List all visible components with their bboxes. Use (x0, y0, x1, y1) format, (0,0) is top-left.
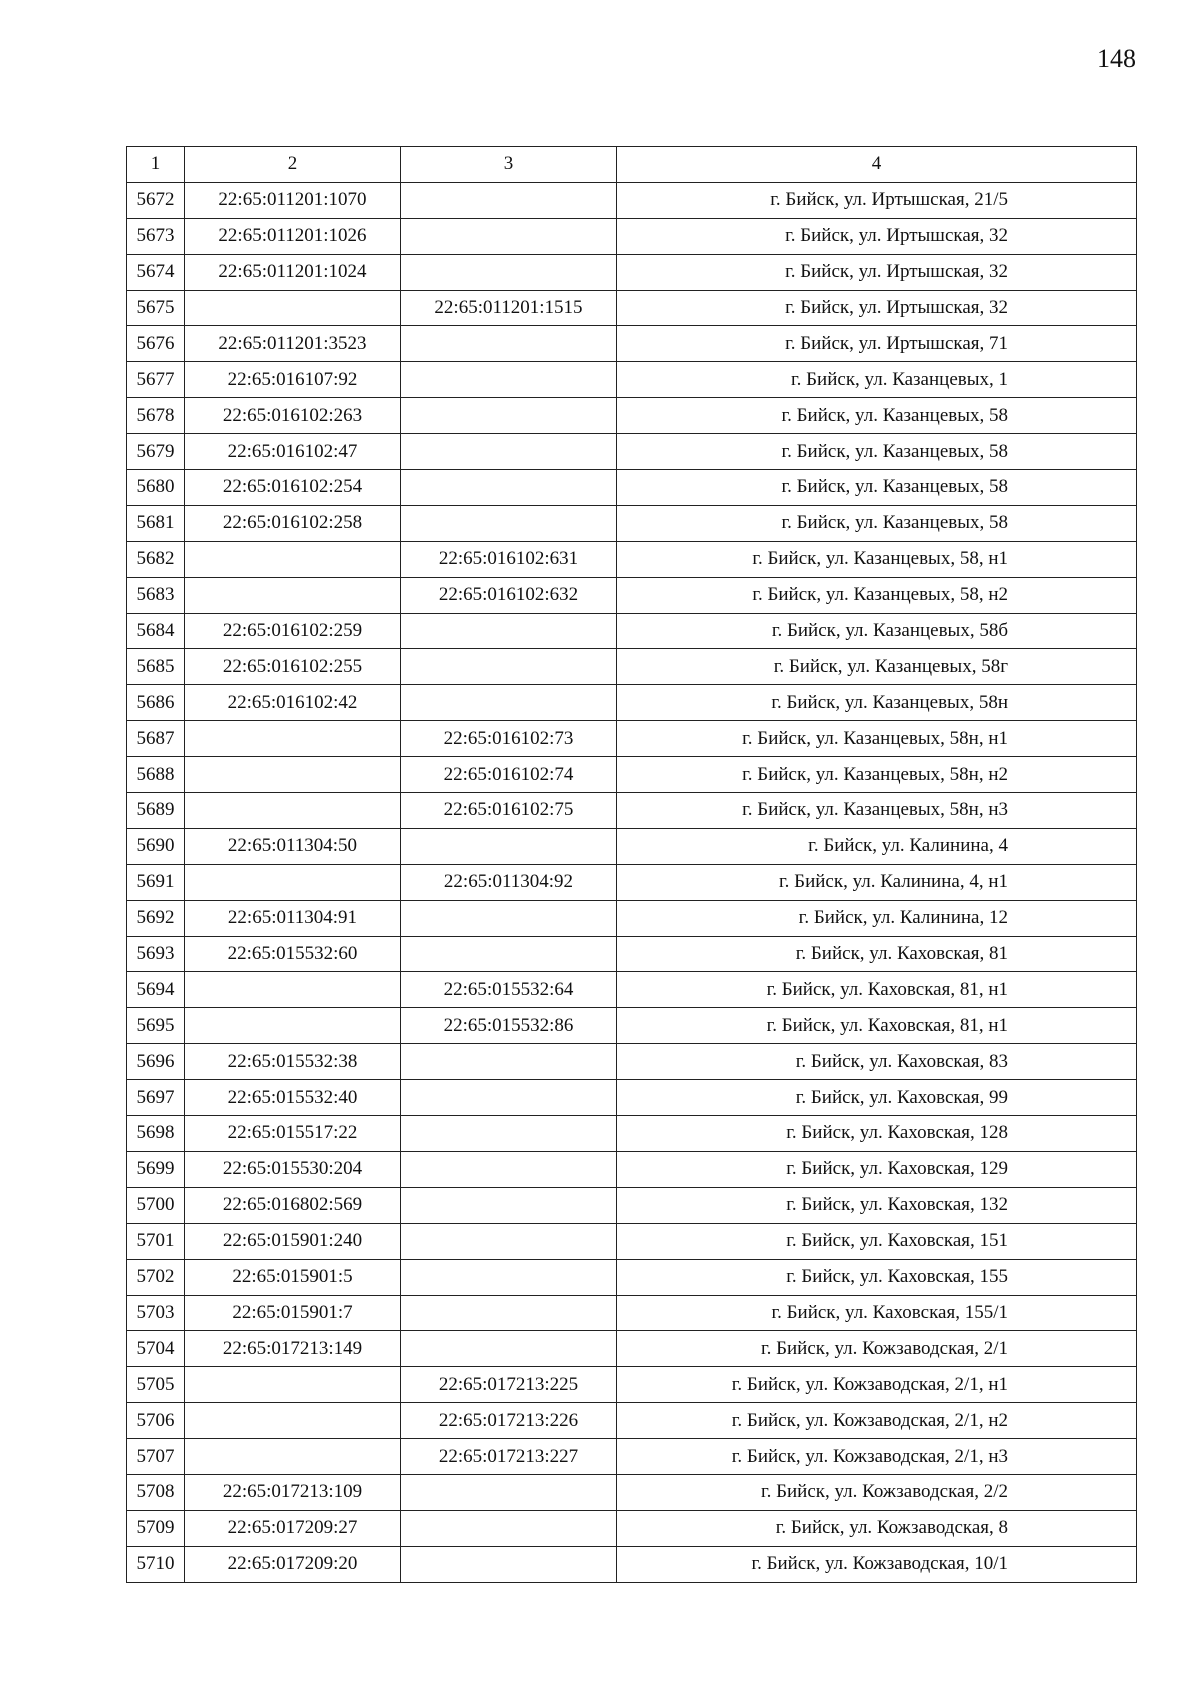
row-number-cell: 5689 (127, 793, 185, 829)
linked-cadastral-number-cell (401, 254, 617, 290)
table-row (127, 326, 1137, 362)
row-number-cell: 5703 (127, 1295, 185, 1331)
table-row (127, 1331, 1137, 1367)
linked-cadastral-number-cell: 22:65:011201:1515 (401, 290, 617, 326)
linked-cadastral-number-cell (401, 434, 617, 470)
header-col-1: 1 (127, 147, 185, 183)
cadastral-number-cell: 22:65:017209:20 (185, 1546, 401, 1582)
address-cell: г. Бийск, ул. Казанцевых, 58б (617, 613, 1137, 649)
linked-cadastral-number-cell (401, 1080, 617, 1116)
row-number-cell: 5701 (127, 1223, 185, 1259)
cadastral-number-cell: 22:65:017209:27 (185, 1510, 401, 1546)
row-number-cell: 5673 (127, 218, 185, 254)
row-number-cell: 5700 (127, 1187, 185, 1223)
row-number-cell: 5693 (127, 936, 185, 972)
cadastral-number-cell: 22:65:017213:109 (185, 1474, 401, 1510)
table-row (127, 1439, 1137, 1475)
address-cell: г. Бийск, ул. Каховская, 81, н1 (617, 972, 1137, 1008)
table-row (127, 577, 1137, 613)
header-col-3: 3 (401, 147, 617, 183)
address-cell: г. Бийск, ул. Казанцевых, 58н, н2 (617, 757, 1137, 793)
cadastral-number-cell (185, 290, 401, 326)
address-cell: г. Бийск, ул. Иртышская, 32 (617, 290, 1137, 326)
address-cell: г. Бийск, ул. Иртышская, 71 (617, 326, 1137, 362)
row-number-cell: 5679 (127, 434, 185, 470)
cadastral-number-cell (185, 757, 401, 793)
address-cell: г. Бийск, ул. Кожзаводская, 2/1, н2 (617, 1403, 1137, 1439)
cadastral-number-cell: 22:65:011304:50 (185, 828, 401, 864)
cadastral-number-cell: 22:65:011201:1070 (185, 182, 401, 218)
address-cell: г. Бийск, ул. Каховская, 81 (617, 936, 1137, 972)
table-row (127, 541, 1137, 577)
cadastral-number-cell: 22:65:016102:254 (185, 470, 401, 506)
table-row (127, 793, 1137, 829)
linked-cadastral-number-cell (401, 1259, 617, 1295)
table-row (127, 1223, 1137, 1259)
table-header (127, 147, 1137, 183)
linked-cadastral-number-cell: 22:65:016102:74 (401, 757, 617, 793)
address-cell: г. Бийск, ул. Казанцевых, 58 (617, 470, 1137, 506)
row-number-cell: 5688 (127, 757, 185, 793)
row-number-cell: 5710 (127, 1546, 185, 1582)
table-row (127, 362, 1137, 398)
cadastral-number-cell (185, 1367, 401, 1403)
table-row (127, 1367, 1137, 1403)
cadastral-number-cell (185, 864, 401, 900)
table-row (127, 398, 1137, 434)
linked-cadastral-number-cell (401, 1044, 617, 1080)
cadastral-number-cell (185, 577, 401, 613)
table-row (127, 505, 1137, 541)
cadastral-number-cell: 22:65:015532:60 (185, 936, 401, 972)
row-number-cell: 5681 (127, 505, 185, 541)
linked-cadastral-number-cell: 22:65:016102:631 (401, 541, 617, 577)
table-row (127, 900, 1137, 936)
table-row (127, 1546, 1137, 1582)
table-row (127, 1259, 1137, 1295)
linked-cadastral-number-cell (401, 182, 617, 218)
linked-cadastral-number-cell: 22:65:011304:92 (401, 864, 617, 900)
linked-cadastral-number-cell (401, 900, 617, 936)
cadastral-number-cell: 22:65:015901:7 (185, 1295, 401, 1331)
cadastral-number-cell: 22:65:011201:1024 (185, 254, 401, 290)
table-row (127, 182, 1137, 218)
row-number-cell: 5677 (127, 362, 185, 398)
row-number-cell: 5708 (127, 1474, 185, 1510)
linked-cadastral-number-cell (401, 685, 617, 721)
row-number-cell: 5699 (127, 1151, 185, 1187)
row-number-cell: 5672 (127, 182, 185, 218)
table-row (127, 1044, 1137, 1080)
row-number-cell: 5684 (127, 613, 185, 649)
table-row (127, 254, 1137, 290)
table-row (127, 1187, 1137, 1223)
row-number-cell: 5691 (127, 864, 185, 900)
row-number-cell: 5675 (127, 290, 185, 326)
address-cell: г. Бийск, ул. Кожзаводская, 2/2 (617, 1474, 1137, 1510)
header-col-2: 2 (185, 147, 401, 183)
address-cell: г. Бийск, ул. Казанцевых, 58 (617, 505, 1137, 541)
table-container (126, 146, 1136, 1583)
address-cell: г. Бийск, ул. Казанцевых, 1 (617, 362, 1137, 398)
cadastral-number-cell: 22:65:015901:240 (185, 1223, 401, 1259)
row-number-cell: 5692 (127, 900, 185, 936)
table-row (127, 218, 1137, 254)
address-cell: г. Бийск, ул. Каховская, 155 (617, 1259, 1137, 1295)
cadastral-number-cell: 22:65:016102:255 (185, 649, 401, 685)
row-number-cell: 5680 (127, 470, 185, 506)
cadastral-number-cell: 22:65:015901:5 (185, 1259, 401, 1295)
table-row (127, 828, 1137, 864)
cadastral-number-cell: 22:65:016802:569 (185, 1187, 401, 1223)
address-cell: г. Бийск, ул. Каховская, 132 (617, 1187, 1137, 1223)
linked-cadastral-number-cell: 22:65:016102:73 (401, 721, 617, 757)
cadastral-number-cell: 22:65:016102:47 (185, 434, 401, 470)
row-number-cell: 5678 (127, 398, 185, 434)
linked-cadastral-number-cell (401, 398, 617, 434)
linked-cadastral-number-cell (401, 1295, 617, 1331)
row-number-cell: 5690 (127, 828, 185, 864)
cadastral-number-cell: 22:65:011201:1026 (185, 218, 401, 254)
row-number-cell: 5706 (127, 1403, 185, 1439)
linked-cadastral-number-cell (401, 1331, 617, 1367)
linked-cadastral-number-cell (401, 1546, 617, 1582)
row-number-cell: 5707 (127, 1439, 185, 1475)
cadastral-number-cell: 22:65:017213:149 (185, 1331, 401, 1367)
cadastral-number-cell: 22:65:016102:258 (185, 505, 401, 541)
address-cell: г. Бийск, ул. Казанцевых, 58н, н1 (617, 721, 1137, 757)
cadastral-number-cell (185, 1403, 401, 1439)
table-row (127, 972, 1137, 1008)
address-cell: г. Бийск, ул. Каховская, 128 (617, 1116, 1137, 1152)
address-cell: г. Бийск, ул. Кожзаводская, 2/1 (617, 1331, 1137, 1367)
address-cell: г. Бийск, ул. Казанцевых, 58н (617, 685, 1137, 721)
row-number-cell: 5674 (127, 254, 185, 290)
table-row (127, 685, 1137, 721)
address-cell: г. Бийск, ул. Калинина, 4 (617, 828, 1137, 864)
data-table (126, 146, 1137, 1583)
table-row (127, 1008, 1137, 1044)
cadastral-number-cell: 22:65:015532:38 (185, 1044, 401, 1080)
address-cell: г. Бийск, ул. Казанцевых, 58 (617, 434, 1137, 470)
table-row (127, 613, 1137, 649)
linked-cadastral-number-cell (401, 1151, 617, 1187)
table-row (127, 434, 1137, 470)
linked-cadastral-number-cell: 22:65:016102:75 (401, 793, 617, 829)
address-cell: г. Бийск, ул. Кожзаводская, 2/1, н1 (617, 1367, 1137, 1403)
cadastral-number-cell: 22:65:016102:259 (185, 613, 401, 649)
row-number-cell: 5686 (127, 685, 185, 721)
cadastral-number-cell (185, 793, 401, 829)
linked-cadastral-number-cell (401, 1474, 617, 1510)
cadastral-number-cell: 22:65:015532:40 (185, 1080, 401, 1116)
address-cell: г. Бийск, ул. Иртышская, 32 (617, 254, 1137, 290)
table-row (127, 649, 1137, 685)
address-cell: г. Бийск, ул. Казанцевых, 58, н2 (617, 577, 1137, 613)
address-cell: г. Бийск, ул. Каховская, 151 (617, 1223, 1137, 1259)
linked-cadastral-number-cell (401, 828, 617, 864)
linked-cadastral-number-cell (401, 1510, 617, 1546)
table-row (127, 721, 1137, 757)
linked-cadastral-number-cell: 22:65:015532:86 (401, 1008, 617, 1044)
row-number-cell: 5685 (127, 649, 185, 685)
cadastral-number-cell (185, 721, 401, 757)
row-number-cell: 5687 (127, 721, 185, 757)
table-row (127, 1403, 1137, 1439)
row-number-cell: 5709 (127, 1510, 185, 1546)
table-row (127, 1295, 1137, 1331)
cadastral-number-cell: 22:65:015530:204 (185, 1151, 401, 1187)
address-cell: г. Бийск, ул. Каховская, 129 (617, 1151, 1137, 1187)
page-number: 148 (1097, 44, 1136, 73)
table-row (127, 1510, 1137, 1546)
address-cell: г. Бийск, ул. Иртышская, 32 (617, 218, 1137, 254)
row-number-cell: 5697 (127, 1080, 185, 1116)
linked-cadastral-number-cell (401, 649, 617, 685)
cadastral-number-cell: 22:65:016107:92 (185, 362, 401, 398)
row-number-cell: 5705 (127, 1367, 185, 1403)
cadastral-number-cell: 22:65:016102:42 (185, 685, 401, 721)
address-cell: г. Бийск, ул. Калинина, 12 (617, 900, 1137, 936)
address-cell: г. Бийск, ул. Кожзаводская, 10/1 (617, 1546, 1137, 1582)
table-row (127, 290, 1137, 326)
address-cell: г. Бийск, ул. Каховская, 155/1 (617, 1295, 1137, 1331)
linked-cadastral-number-cell (401, 936, 617, 972)
row-number-cell: 5676 (127, 326, 185, 362)
linked-cadastral-number-cell (401, 1223, 617, 1259)
address-cell: г. Бийск, ул. Казанцевых, 58н, н3 (617, 793, 1137, 829)
linked-cadastral-number-cell: 22:65:017213:225 (401, 1367, 617, 1403)
table-row (127, 1116, 1137, 1152)
linked-cadastral-number-cell (401, 505, 617, 541)
linked-cadastral-number-cell (401, 218, 617, 254)
row-number-cell: 5696 (127, 1044, 185, 1080)
table-row (127, 1151, 1137, 1187)
table-body (127, 182, 1137, 1582)
header-row (127, 147, 1137, 183)
row-number-cell: 5682 (127, 541, 185, 577)
address-cell: г. Бийск, ул. Кожзаводская, 8 (617, 1510, 1137, 1546)
address-cell: г. Бийск, ул. Каховская, 83 (617, 1044, 1137, 1080)
table-row (127, 864, 1137, 900)
linked-cadastral-number-cell: 22:65:017213:227 (401, 1439, 617, 1475)
linked-cadastral-number-cell (401, 470, 617, 506)
cadastral-number-cell: 22:65:011201:3523 (185, 326, 401, 362)
linked-cadastral-number-cell: 22:65:015532:64 (401, 972, 617, 1008)
table-row (127, 1474, 1137, 1510)
row-number-cell: 5694 (127, 972, 185, 1008)
cadastral-number-cell (185, 541, 401, 577)
linked-cadastral-number-cell (401, 1187, 617, 1223)
address-cell: г. Бийск, ул. Калинина, 4, н1 (617, 864, 1137, 900)
address-cell: г. Бийск, ул. Иртышская, 21/5 (617, 182, 1137, 218)
linked-cadastral-number-cell (401, 326, 617, 362)
table-row (127, 936, 1137, 972)
address-cell: г. Бийск, ул. Казанцевых, 58г (617, 649, 1137, 685)
address-cell: г. Бийск, ул. Каховская, 99 (617, 1080, 1137, 1116)
cadastral-number-cell: 22:65:015517:22 (185, 1116, 401, 1152)
linked-cadastral-number-cell: 22:65:016102:632 (401, 577, 617, 613)
linked-cadastral-number-cell (401, 613, 617, 649)
linked-cadastral-number-cell: 22:65:017213:226 (401, 1403, 617, 1439)
row-number-cell: 5695 (127, 1008, 185, 1044)
row-number-cell: 5702 (127, 1259, 185, 1295)
cadastral-number-cell (185, 972, 401, 1008)
cadastral-number-cell: 22:65:016102:263 (185, 398, 401, 434)
cadastral-number-cell (185, 1439, 401, 1475)
address-cell: г. Бийск, ул. Каховская, 81, н1 (617, 1008, 1137, 1044)
address-cell: г. Бийск, ул. Казанцевых, 58, н1 (617, 541, 1137, 577)
cadastral-number-cell (185, 1008, 401, 1044)
address-cell: г. Бийск, ул. Кожзаводская, 2/1, н3 (617, 1439, 1137, 1475)
table-row (127, 470, 1137, 506)
table-row (127, 1080, 1137, 1116)
row-number-cell: 5683 (127, 577, 185, 613)
linked-cadastral-number-cell (401, 1116, 617, 1152)
header-col-4: 4 (617, 147, 1137, 183)
cadastral-number-cell: 22:65:011304:91 (185, 900, 401, 936)
row-number-cell: 5704 (127, 1331, 185, 1367)
linked-cadastral-number-cell (401, 362, 617, 398)
row-number-cell: 5698 (127, 1116, 185, 1152)
table-row (127, 757, 1137, 793)
address-cell: г. Бийск, ул. Казанцевых, 58 (617, 398, 1137, 434)
